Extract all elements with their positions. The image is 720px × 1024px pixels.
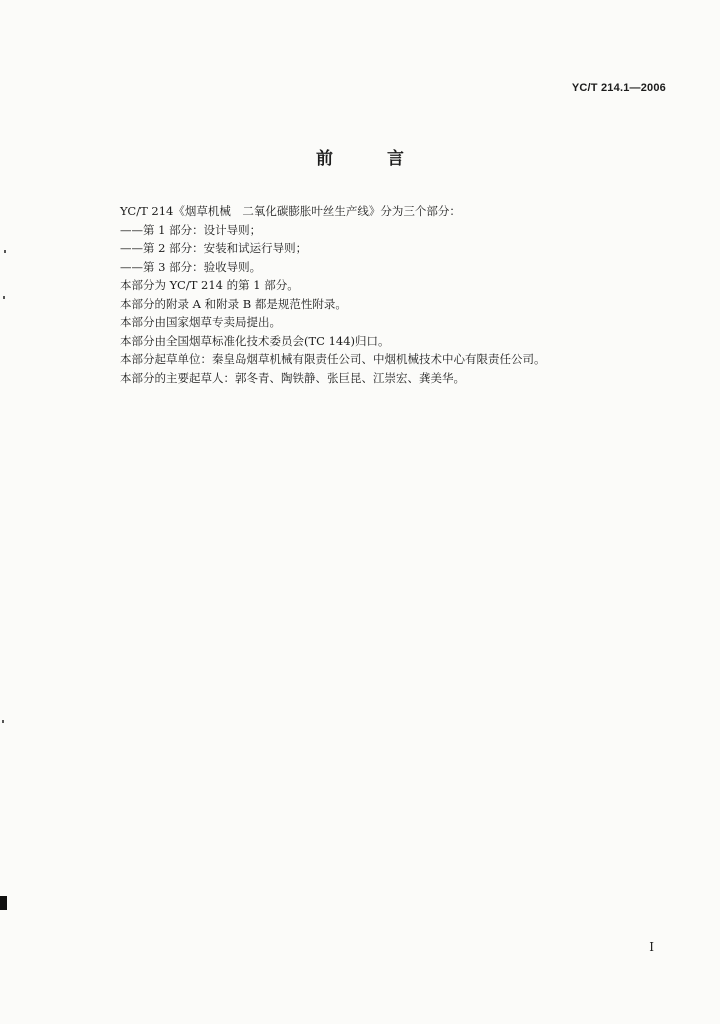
paragraph-line: ——第 1 部分：设计导则； bbox=[120, 222, 262, 237]
paragraph-line: YC/T 214《烟草机械 二氧化碳膨胀叶丝生产线》分为三个部分： bbox=[120, 204, 461, 218]
paragraph-line: 本部分为 YC/T 214 的第 1 部分。 bbox=[120, 278, 299, 292]
paragraph-line: 本部分的主要起草人：郭冬青、陶铁静、张巨昆、江崇宏、龚美华。 bbox=[120, 370, 465, 385]
paragraph-line: 本部分起草单位：秦皇岛烟草机械有限责任公司、中烟机械技术中心有限责任公司。 bbox=[120, 352, 546, 366]
paragraph-line: 本部分由国家烟草专卖局提出。 bbox=[120, 315, 281, 329]
scan-speck bbox=[2, 720, 4, 723]
paragraph-line: ——第 3 部分：验收导则。 bbox=[120, 259, 262, 274]
scan-speck bbox=[3, 296, 5, 299]
paragraph-line: 本部分的附录 A 和附录 B 都是规范性附录。 bbox=[120, 296, 347, 311]
standard-code: YC/T 214.1—2006 bbox=[571, 82, 666, 94]
paragraph-line: 本部分由全国烟草标准化技术委员会(TC 144)归口。 bbox=[120, 333, 390, 348]
foreword-body bbox=[120, 202, 680, 387]
page-number: I bbox=[649, 940, 654, 954]
page-title: 前 言 bbox=[316, 149, 428, 169]
scan-speck bbox=[4, 250, 6, 253]
scan-artifact bbox=[0, 896, 7, 910]
paragraph-line: ——第 2 部分：安装和试运行导则； bbox=[120, 241, 308, 255]
